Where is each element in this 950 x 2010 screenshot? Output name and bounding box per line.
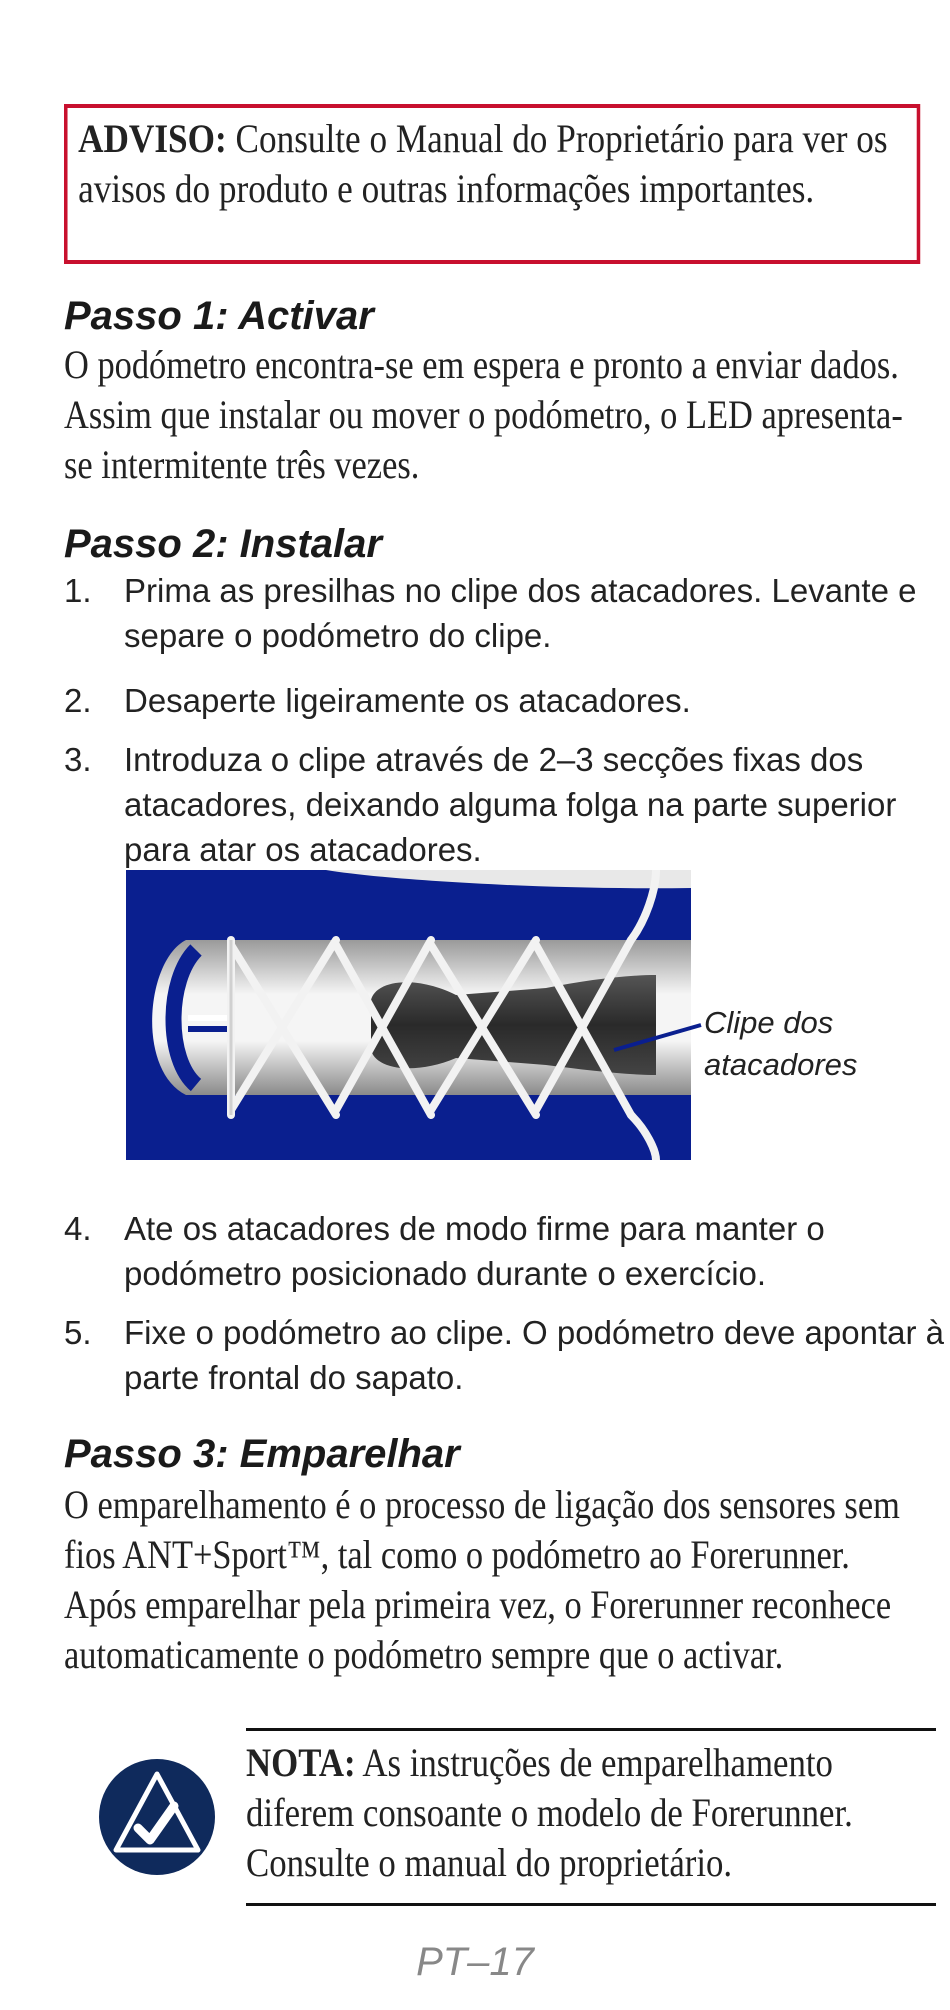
section-heading-activar: Passo 1: Activar [64, 294, 374, 338]
page-number: PT–17 [416, 1940, 534, 1984]
figure-caption-line: Clipe dos [704, 1005, 834, 1040]
warning-label: ADVISO: [78, 116, 227, 161]
list-item-number: 5. [64, 1314, 92, 1351]
note-rule-top [246, 1728, 936, 1731]
section-heading-emparelhar: Passo 3: Emparelhar [64, 1432, 460, 1476]
section-body-emparelhar: O emparelhamento é o processo de ligação dos sensores sem fios ANT+Sport™, tal como o podómetro ao Forerunner. Após emparelhar pela primeira vez, o Forerunner reconhece automaticamente o podómetro sempre que o activar. [64, 1482, 900, 1677]
figure-caption [704, 1002, 857, 1086]
list-item-text: Desaperte ligeiramente os atacadores. [124, 682, 691, 719]
section-body-activar: O podómetro encontra-se em espera e pronto a enviar dados. Assim que instalar ou mover o podómetro, o LED apresenta-se intermitente três vezes. [64, 342, 903, 487]
list-item-text: Ate os atacadores de modo firme para manter o podómetro posicionado durante o exercício. [124, 1210, 825, 1292]
warning-box [64, 104, 920, 264]
list-item-text: Prima as presilhas no clipe dos atacadores. Levante e separe o podómetro do clipe. [124, 572, 917, 654]
list-item-text: Fixe o podómetro ao clipe. O podómetro deve apontar à parte frontal do sapato. [124, 1314, 944, 1396]
list-item-text: Introduza o clipe através de 2–3 secções fixas dos atacadores, deixando alguma folga na parte superior para atar os atacadores. [124, 741, 897, 868]
list-item-number: 1. [64, 572, 92, 609]
section-heading-instalar: Passo 2: Instalar [64, 522, 382, 566]
note-rule-bottom [246, 1903, 936, 1906]
list-item-number: 4. [64, 1210, 92, 1247]
note-label: NOTA: [246, 1740, 356, 1785]
note-text: As instruções de emparelhamento diferem consoante o modelo de Forerunner. Consulte o manual do proprietário. [246, 1740, 853, 1885]
list-item-number: 3. [64, 741, 92, 778]
figure-caption-line: atacadores [704, 1047, 858, 1082]
list-item-number: 2. [64, 682, 92, 719]
warning-text: Consulte o Manual do Proprietário para ver os avisos do produto e outras informações importantes. [78, 116, 888, 211]
note-text-block [246, 1738, 942, 1888]
note-check-icon [98, 1758, 216, 1876]
